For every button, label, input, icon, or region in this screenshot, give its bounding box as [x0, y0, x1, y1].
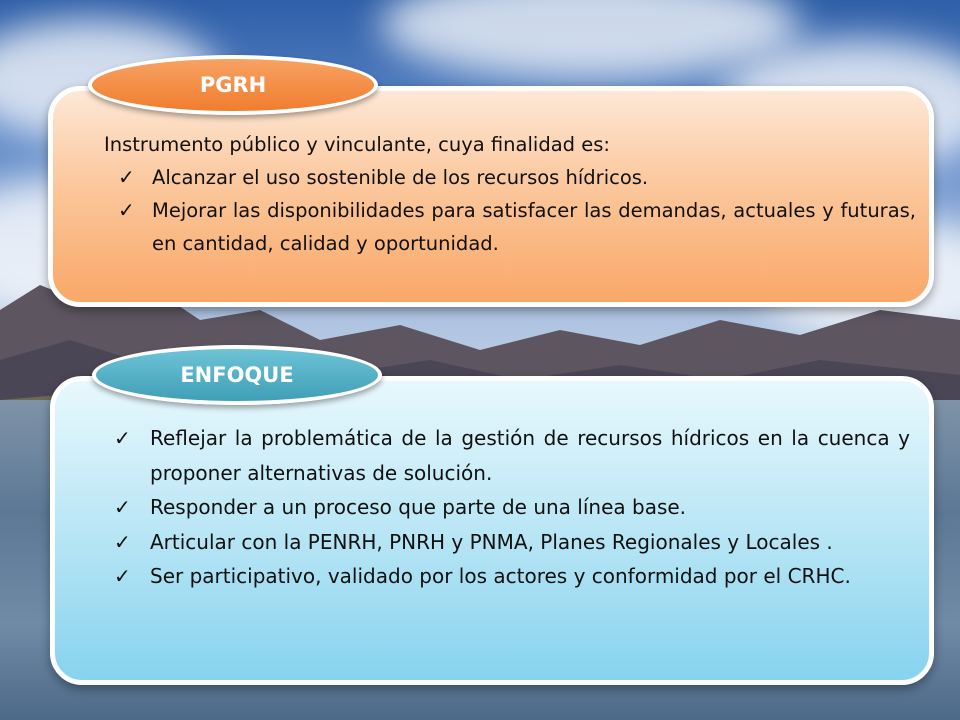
list-item	[114, 525, 910, 560]
pgrh-tag: PGRH	[88, 55, 378, 115]
list-item-text: Mejorar las disponibilidades para satisfacer las demandas, actuales y futuras, en cantidad, calidad y oportunidad.	[152, 199, 916, 255]
list-item-text: Responder a un proceso que parte de una línea base.	[150, 495, 687, 519]
enfoque-tag: ENFOQUE	[92, 345, 382, 405]
list-item	[114, 559, 910, 594]
list-item-text: Ser participativo, validado por los actores y conformidad por el CRHC.	[150, 564, 851, 588]
enfoque-content	[114, 421, 910, 594]
checkmark-icon: ✓	[118, 165, 135, 189]
pgrh-intro: Instrumento público y vinculante, cuya finalidad es:	[104, 133, 610, 156]
list-item	[114, 490, 910, 525]
pgrh-list	[104, 161, 916, 260]
list-item-text: Alcanzar el uso sostenible de los recursos hídricos.	[152, 166, 649, 189]
checkmark-icon: ✓	[114, 529, 131, 554]
enfoque-list	[114, 421, 910, 594]
checkmark-icon: ✓	[114, 564, 131, 588]
checkmark-icon: ✓	[114, 495, 131, 519]
list-item	[118, 161, 916, 194]
list-item	[118, 194, 916, 260]
list-item	[114, 421, 910, 490]
list-item-text: Articular con la PENRH, PNRH y PNMA, Planes Regionales y Locales .	[150, 529, 833, 554]
checkmark-icon: ✓	[114, 426, 131, 450]
checkmark-icon: ✓	[118, 198, 135, 222]
list-item-text: Reflejar la problemática de la gestión de recursos hídricos en la cuenca y proponer alternativas de solución.	[150, 426, 910, 485]
pgrh-content	[104, 128, 916, 260]
